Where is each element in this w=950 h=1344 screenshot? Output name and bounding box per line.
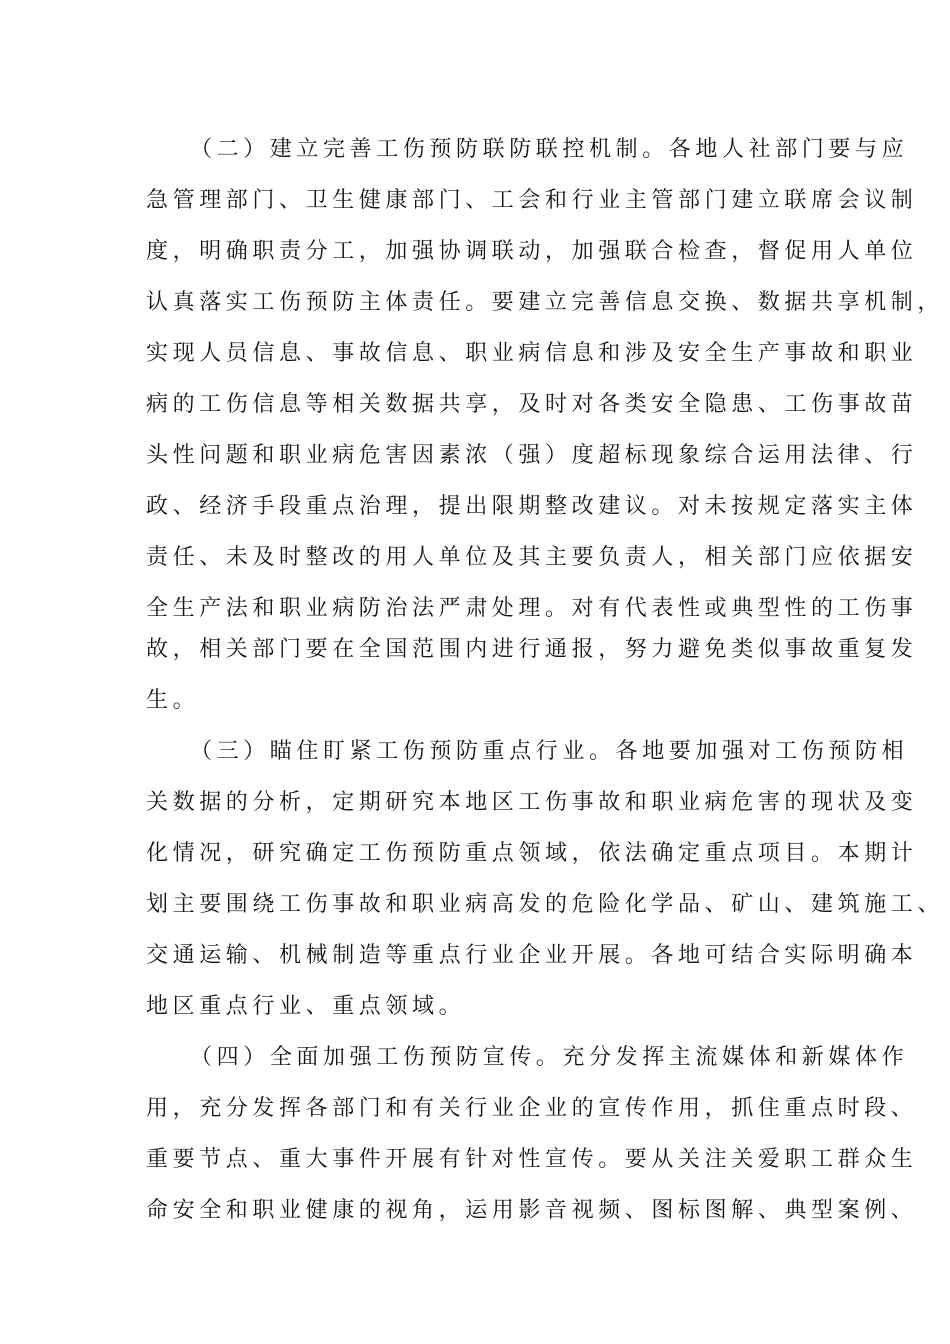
paragraph-4-line-1: （四）全面加强工伤预防宣传。充分发挥主流媒体和新媒体作 [190,1045,909,1070]
paragraph-2-line-12: 生。 [146,688,200,713]
paragraph-2-line-9: 责任、未及时整改的用人单位及其主要负责人，相关部门应依据安 [146,545,918,570]
paragraph-2-line-3: 度，明确职责分工，加强协调联动，加强联合检查，督促用人单位 [146,239,918,264]
paragraph-3-line-3: 化情况，研究确定工伤预防重点领域，依法确定重点项目。本期计 [146,841,918,866]
paragraph-3-line-1: （三）瞄住盯紧工伤预防重点行业。各地要加强对工伤预防相 [190,739,909,764]
paragraph-3-line-5: 交通运输、机械制造等重点行业企业开展。各地可结合实际明确本 [146,943,918,968]
paragraph-2-line-5: 实现人员信息、事故信息、职业病信息和涉及安全生产事故和职业 [146,341,918,366]
paragraph-2-line-11: 故，相关部门要在全国范围内进行通报，努力避免类似事故重复发 [146,637,918,662]
paragraph-2-line-2: 急管理部门、卫生健康部门、工会和行业主管部门建立联席会议制 [146,188,918,213]
paragraph-2-line-1: （二）建立完善工伤预防联防联控机制。各地人社部门要与应 [190,137,909,162]
paragraph-4-line-2: 用，充分发挥各部门和有关行业企业的宣传作用，抓住重点时段、 [146,1096,918,1121]
paragraph-2-line-4: 认真落实工伤预防主体责任。要建立完善信息交换、数据共享机制， [146,290,945,315]
paragraph-3-line-4: 划主要围绕工伤事故和职业病高发的危险化学品、矿山、建筑施工、 [146,892,945,917]
paragraph-2-line-10: 全生产法和职业病防治法严肃处理。对有代表性或典型性的工伤事 [146,596,918,621]
paragraph-2-line-8: 政、经济手段重点治理，提出限期整改建议。对未按规定落实主体 [146,494,918,519]
paragraph-2-line-7: 头性问题和职业病危害因素浓（强）度超标现象综合运用法律、行 [146,443,918,468]
paragraph-3-line-2: 关数据的分析，定期研究本地区工伤事故和职业病危害的现状及变 [146,790,918,815]
paragraph-2-line-6: 病的工伤信息等相关数据共享，及时对各类安全隐患、工伤事故苗 [146,392,918,417]
paragraph-4-line-3: 重要节点、重大事件开展有针对性宣传。要从关注关爱职工群众生 [146,1147,918,1172]
paragraph-4-line-4: 命安全和职业健康的视角，运用影音视频、图标图解、典型案例、 [146,1198,918,1223]
paragraph-3-line-6: 地区重点行业、重点领域。 [146,994,466,1019]
